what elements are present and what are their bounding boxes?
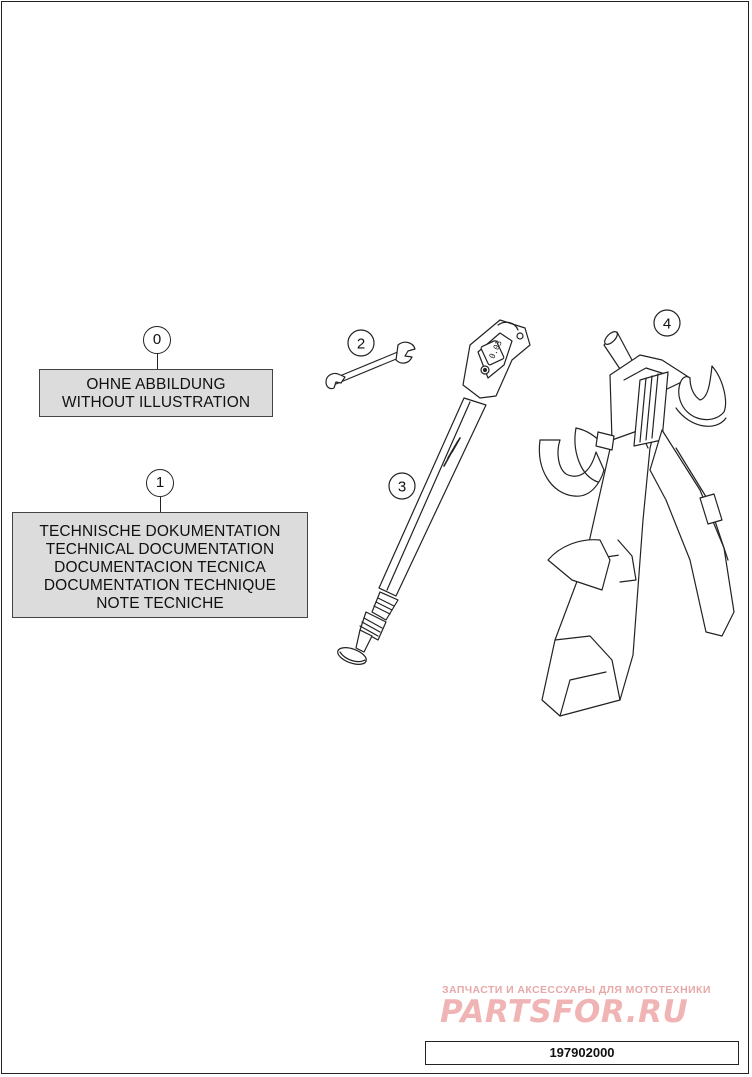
label-documentation-line-3: DOCUMENTACION TECNICA: [54, 559, 266, 576]
callout-2-group: [348, 330, 374, 356]
callout-0: 0: [143, 326, 171, 354]
torque-display-readout: 0.03: [487, 338, 504, 361]
diagram-id-box: 197902000: [425, 1041, 739, 1065]
watermark-brand: PARTSFOR.RU: [440, 994, 689, 1030]
callout-3-group: [389, 473, 415, 499]
callout-3: 3: [397, 478, 407, 496]
watermark-tagline: ЗАПЧАСТИ И АКСЕССУАРЫ ДЛЯ МОТОТЕХНИКИ: [442, 984, 711, 996]
label-documentation-line-5: NOTE TECNICHE: [96, 595, 224, 612]
label-no-illustration-line-2: WITHOUT ILLUSTRATION: [61, 394, 251, 411]
label-documentation-line-1: TECHNISCHE DOKUMENTATION: [39, 523, 281, 540]
label-documentation-line-2: TECHNICAL DOCUMENTATION: [45, 541, 275, 558]
label-no-illustration-line-1: OHNE ABBILDUNG: [86, 376, 226, 393]
stand-icon: [539, 330, 734, 716]
callout-4-group: [654, 310, 680, 336]
callout-1: 1: [146, 469, 174, 497]
label-documentation-line-4: DOCUMENTATION TECHNIQUE: [43, 577, 277, 594]
callout-2: 2: [356, 335, 366, 353]
callout-4: 4: [662, 315, 672, 333]
